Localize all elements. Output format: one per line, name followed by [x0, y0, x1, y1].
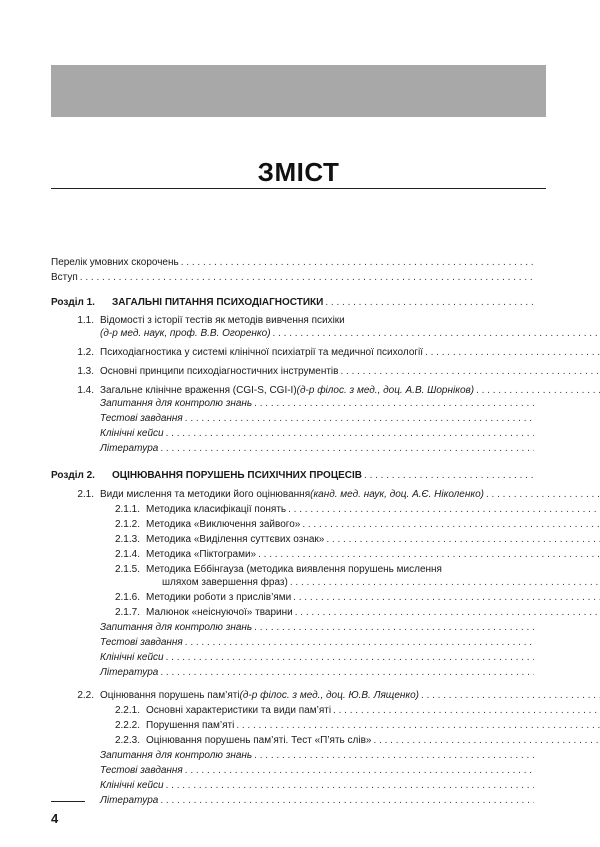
toc-entry-2-1-6[interactable]: 2.1.6. Методики роботи з прислів’ями . . . — [100, 591, 546, 604]
toc-entry-2-1[interactable]: 2.1. Види мислення та методики його оцінювання (канд. мед. наук, доц. А.Є. Ніколенко) . . . — [51, 488, 546, 501]
section-label: Розділ 1. — [51, 297, 95, 308]
toc-entry-literature[interactable]: Література . . . — [100, 442, 546, 455]
dot-leader — [80, 271, 534, 284]
table-of-contents — [51, 256, 546, 807]
toc-entry-2-1-4[interactable]: 2.1.4. Методика «Піктограми» . . . — [100, 548, 546, 561]
header-band — [51, 65, 546, 117]
entry-title: Відомості з історії тестів як методів вивчення психіки — [100, 315, 345, 326]
toc-entry-1-1[interactable] — [51, 314, 546, 340]
toc-entry-2-2-2[interactable]: 2.2.2. Порушення пам’яті . . . — [100, 719, 546, 732]
toc-section-2[interactable] — [51, 469, 546, 482]
toc-entry-cases[interactable]: Клінічні кейси . . . — [100, 779, 546, 792]
page-title: ЗМІСТ — [257, 157, 340, 187]
toc-entry-1-4[interactable]: 1.4. Загальне клінічне враження (CGI-S, CGI-I) (д-р філос. з мед., доц. А.В. Шорніков) . . . — [51, 384, 546, 397]
entry-number: 1.1. — [77, 315, 94, 326]
toc-entry-2-1-5[interactable]: 2.1.5. Методика Еббінгауза (методика виявлення порушень мислення шляхом завершення фраз) . . . — [100, 563, 546, 589]
toc-entry-2-1-1[interactable]: 2.1.1. Методика класифікації понять . . . — [100, 503, 546, 516]
toc-entry-abbreviations[interactable]: Перелік умовних скорочень . . . — [51, 256, 546, 269]
toc-entry-introduction[interactable]: Вступ . . . — [51, 271, 546, 284]
toc-entry-tests[interactable]: Тестові завдання . . . — [100, 412, 546, 425]
toc-entry-2-1-7[interactable]: 2.1.7. Малюнок «неіснуючої» тварини . . . — [100, 606, 546, 619]
toc-entry-questions[interactable]: Запитання для контролю знань . . . — [100, 397, 546, 410]
toc-entry-1-3[interactable]: 1.3. Основні принципи психодіагностичних інструментів . . . — [51, 365, 546, 378]
toc-entry-2-2[interactable]: 2.2. Оцінювання порушень пам’яті (д-р філос. з мед., доц. Ю.В. Лященко) . . . — [51, 689, 546, 702]
toc-entry-literature[interactable]: Література . . . — [100, 794, 546, 807]
toc-entry-questions[interactable]: Запитання для контролю знань . . . — [100, 749, 546, 762]
toc-entry-2-2-3[interactable]: 2.2.3. Оцінювання порушень пам’яті. Тест «П’ять слів» . . . — [100, 734, 546, 747]
section-title: ОЦІНЮВАННЯ ПОРУШЕНЬ ПСИХІЧНИХ ПРОЦЕСІВ — [112, 470, 363, 481]
toc-entry-1-2[interactable]: 1.2. Психодіагностика у системі клінічної психіатрії та медичної психології . . . — [51, 346, 546, 359]
footer-divider — [51, 801, 85, 802]
toc-section-1[interactable] — [51, 296, 546, 309]
page-number: 4 — [51, 811, 59, 826]
toc-entry-2-2-1[interactable]: 2.2.1. Основні характеристики та види пам’яті . . . — [100, 704, 546, 717]
toc-entry-2-1-2[interactable]: 2.1.2. Методика «Виключення зайвого» . . . — [100, 518, 546, 531]
toc-entry-2-1-3[interactable]: 2.1.3. Методика «Виділення суттєвих ознак» . . . — [100, 533, 546, 546]
section-label: Розділ 2. — [51, 470, 95, 481]
toc-entry-cases[interactable]: Клінічні кейси . . . — [100, 651, 546, 664]
section-title: ЗАГАЛЬНІ ПИТАННЯ ПСИХОДІАГНОСТИКИ — [112, 297, 324, 308]
toc-entry-tests[interactable]: Тестові завдання . . . — [100, 636, 546, 649]
toc-entry-cases[interactable]: Клінічні кейси . . . — [100, 427, 546, 440]
title-divider — [51, 188, 546, 189]
toc-entry-questions[interactable]: Запитання для контролю знань . . . — [100, 621, 546, 634]
toc-entry-literature[interactable]: Література . . . — [100, 666, 546, 679]
toc-entry-tests[interactable]: Тестові завдання . . . — [100, 764, 546, 777]
entry-author: (д-р мед. наук, проф. В.В. Огоренко) — [100, 328, 271, 339]
dot-leader — [181, 256, 534, 269]
